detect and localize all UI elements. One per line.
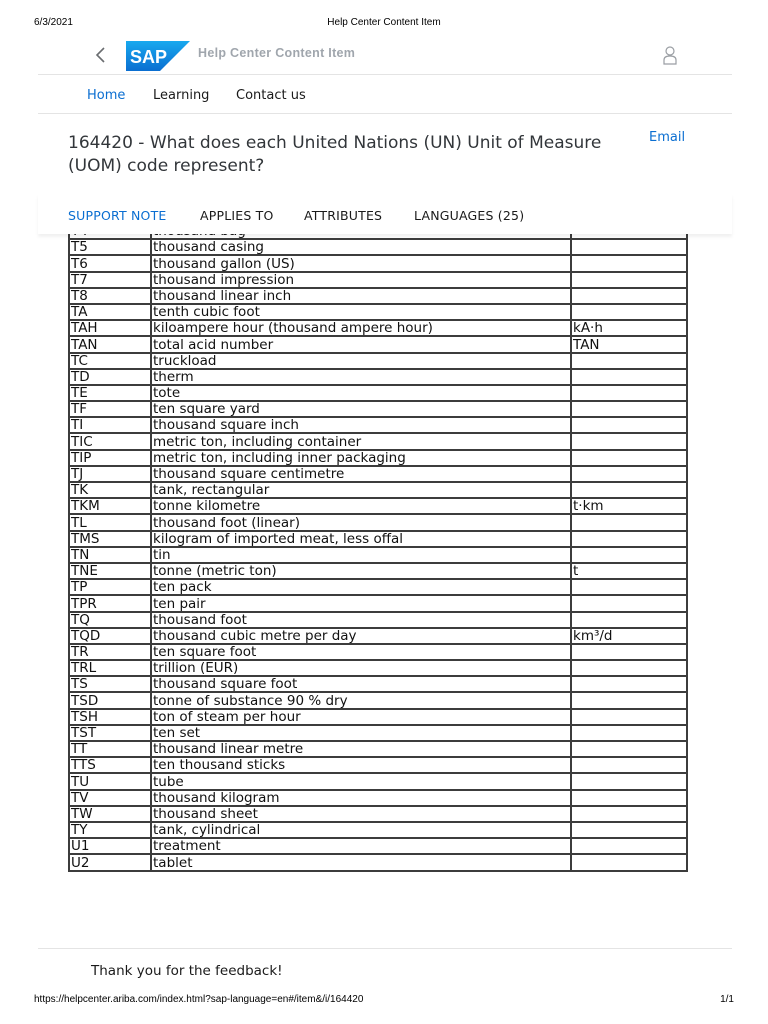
uom-description: thousand foot — [151, 612, 571, 628]
uom-symbol — [571, 660, 687, 676]
nav-home[interactable]: Home — [87, 88, 126, 103]
table-row — [69, 401, 687, 417]
uom-code: TV — [69, 790, 151, 806]
uom-description: thousand square centimetre — [151, 466, 571, 482]
uom-symbol — [571, 725, 687, 741]
uom-symbol — [571, 790, 687, 806]
table-row — [69, 304, 687, 320]
tab-applies-to[interactable]: APPLIES TO — [200, 208, 274, 223]
table-row — [69, 288, 687, 304]
print-page-number: 1/1 — [720, 994, 734, 1005]
table-row — [69, 579, 687, 595]
uom-code: TF — [69, 401, 151, 417]
uom-description: thousand gallon (US) — [151, 255, 571, 271]
uom-description: thousand cubic metre per day — [151, 628, 571, 644]
uom-code: TJ — [69, 466, 151, 482]
uom-code: TSH — [69, 709, 151, 725]
print-header — [0, 0, 768, 36]
uom-description: thousand kilogram — [151, 790, 571, 806]
uom-description: treatment — [151, 838, 571, 854]
print-title: Help Center Content Item — [327, 17, 441, 28]
uom-symbol — [571, 514, 687, 530]
uom-symbol — [571, 806, 687, 822]
table-row — [69, 773, 687, 789]
uom-code: TKM — [69, 498, 151, 514]
nav-contact-us[interactable]: Contact us — [236, 88, 306, 103]
uom-description: ten square foot — [151, 644, 571, 660]
tab-languages[interactable]: LANGUAGES (25) — [414, 208, 525, 223]
uom-symbol — [571, 385, 687, 401]
uom-code: U1 — [69, 838, 151, 854]
print-date: 6/3/2021 — [34, 17, 73, 28]
uom-code: T8 — [69, 288, 151, 304]
uom-description: tonne of substance 90 % dry — [151, 692, 571, 708]
uom-symbol — [571, 741, 687, 757]
uom-symbol: kA·h — [571, 320, 687, 336]
app-frame — [38, 36, 732, 954]
table-row — [69, 369, 687, 385]
nav-learning[interactable]: Learning — [153, 88, 210, 103]
uom-symbol — [571, 304, 687, 320]
table-row — [69, 854, 687, 870]
uom-code: TTS — [69, 757, 151, 773]
table-row — [69, 320, 687, 336]
uom-symbol — [571, 433, 687, 449]
uom-symbol — [571, 676, 687, 692]
uom-symbol: km³/d — [571, 628, 687, 644]
table-row — [69, 838, 687, 854]
uom-code: TI — [69, 417, 151, 433]
uom-symbol — [571, 466, 687, 482]
uom-symbol — [571, 353, 687, 369]
uom-code: TT — [69, 741, 151, 757]
uom-code: TPR — [69, 595, 151, 611]
uom-description: ten pack — [151, 579, 571, 595]
uom-code: TP — [69, 579, 151, 595]
uom-code: TNE — [69, 563, 151, 579]
table-row — [69, 612, 687, 628]
uom-description: kiloampere hour (thousand ampere hour) — [151, 320, 571, 336]
uom-symbol — [571, 255, 687, 271]
table-row — [69, 660, 687, 676]
uom-code: TA — [69, 304, 151, 320]
uom-code: TAH — [69, 320, 151, 336]
tab-attributes[interactable]: ATTRIBUTES — [304, 208, 383, 223]
uom-description: ton of steam per hour — [151, 709, 571, 725]
uom-code: TU — [69, 773, 151, 789]
uom-description: ten square yard — [151, 401, 571, 417]
uom-description: ten set — [151, 725, 571, 741]
uom-symbol — [571, 709, 687, 725]
table-row — [69, 385, 687, 401]
uom-description: tonne (metric ton) — [151, 563, 571, 579]
uom-code: TSD — [69, 692, 151, 708]
uom-description: thousand linear inch — [151, 288, 571, 304]
uom-description: thousand linear metre — [151, 741, 571, 757]
uom-symbol: t — [571, 563, 687, 579]
table-row — [69, 272, 687, 288]
table-row — [69, 757, 687, 773]
uom-description: tank, cylindrical — [151, 822, 571, 838]
uom-code: TK — [69, 482, 151, 498]
print-footer — [0, 990, 768, 1024]
logo-text: SAP — [130, 47, 168, 67]
uom-code: TC — [69, 353, 151, 369]
table-row — [69, 336, 687, 352]
content-divider — [38, 948, 732, 949]
table-row — [69, 531, 687, 547]
uom-symbol — [571, 579, 687, 595]
uom-symbol — [571, 288, 687, 304]
table-row — [69, 498, 687, 514]
table-row — [69, 676, 687, 692]
uom-symbol — [571, 272, 687, 288]
uom-description: ten thousand sticks — [151, 757, 571, 773]
table-row — [69, 255, 687, 271]
uom-description: thousand casing — [151, 239, 571, 255]
table-row — [69, 790, 687, 806]
uom-description: metric ton, including container — [151, 433, 571, 449]
table-row — [69, 644, 687, 660]
uom-code: TRL — [69, 660, 151, 676]
table-row — [69, 450, 687, 466]
uom-description: thousand sheet — [151, 806, 571, 822]
uom-symbol — [571, 239, 687, 255]
uom-symbol — [571, 547, 687, 563]
uom-description: thousand square foot — [151, 676, 571, 692]
uom-code: T6 — [69, 255, 151, 271]
uom-code: TAN — [69, 336, 151, 352]
content-tabs — [38, 194, 732, 234]
uom-description: tank, rectangular — [151, 482, 571, 498]
table-row — [69, 595, 687, 611]
uom-code: TY — [69, 822, 151, 838]
uom-description: tenth cubic foot — [151, 304, 571, 320]
uom-code: TW — [69, 806, 151, 822]
table-row — [69, 725, 687, 741]
uom-description: tin — [151, 547, 571, 563]
feedback-message: Thank you for the feedback! — [91, 963, 283, 979]
uom-description: thousand foot (linear) — [151, 514, 571, 530]
uom-code: TD — [69, 369, 151, 385]
table-row — [69, 741, 687, 757]
uom-symbol — [571, 644, 687, 660]
uom-symbol — [571, 612, 687, 628]
table-row — [69, 239, 687, 255]
uom-description: tube — [151, 773, 571, 789]
uom-symbol — [571, 854, 687, 870]
uom-code: TL — [69, 514, 151, 530]
uom-description: tote — [151, 385, 571, 401]
uom-description: truckload — [151, 353, 571, 369]
table-row — [69, 822, 687, 838]
uom-description: thousand square inch — [151, 417, 571, 433]
uom-description: tablet — [151, 854, 571, 870]
uom-description: trillion (EUR) — [151, 660, 571, 676]
uom-symbol: t·km — [571, 498, 687, 514]
uom-description: metric ton, including inner packaging — [151, 450, 571, 466]
top-navigation — [38, 75, 732, 114]
support-note-content[interactable] — [38, 234, 732, 948]
uom-symbol — [571, 692, 687, 708]
uom-table — [68, 222, 688, 872]
uom-description: thousand impression — [151, 272, 571, 288]
uom-symbol: TAN — [571, 336, 687, 352]
table-row — [69, 563, 687, 579]
uom-symbol — [571, 822, 687, 838]
table-row — [69, 547, 687, 563]
uom-symbol — [571, 401, 687, 417]
uom-symbol — [571, 595, 687, 611]
uom-description: ten pair — [151, 595, 571, 611]
email-link[interactable]: Email — [649, 130, 686, 145]
uom-description: kilogram of imported meat, less offal — [151, 531, 571, 547]
uom-code: TIC — [69, 433, 151, 449]
table-row — [69, 806, 687, 822]
uom-description: tonne kilometre — [151, 498, 571, 514]
tab-support-note[interactable]: SUPPORT NOTE — [68, 208, 167, 223]
uom-description: total acid number — [151, 336, 571, 352]
uom-code: T7 — [69, 272, 151, 288]
uom-code: TQD — [69, 628, 151, 644]
table-row — [69, 709, 687, 725]
sap-logo[interactable] — [126, 41, 190, 71]
table-row — [69, 466, 687, 482]
table-row — [69, 353, 687, 369]
uom-code: TS — [69, 676, 151, 692]
uom-symbol — [571, 773, 687, 789]
table-row — [69, 514, 687, 530]
uom-symbol — [571, 417, 687, 433]
uom-symbol — [571, 531, 687, 547]
user-icon[interactable] — [660, 44, 680, 66]
uom-code: U2 — [69, 854, 151, 870]
uom-code: TE — [69, 385, 151, 401]
uom-code: TR — [69, 644, 151, 660]
app-title: Help Center Content Item — [198, 46, 356, 60]
uom-code: TST — [69, 725, 151, 741]
table-row — [69, 692, 687, 708]
uom-code: TMS — [69, 531, 151, 547]
uom-code: TIP — [69, 450, 151, 466]
table-row — [69, 628, 687, 644]
uom-symbol — [571, 482, 687, 498]
table-row — [69, 433, 687, 449]
uom-description: therm — [151, 369, 571, 385]
uom-symbol — [571, 450, 687, 466]
table-row — [69, 482, 687, 498]
uom-symbol — [571, 369, 687, 385]
uom-code: TQ — [69, 612, 151, 628]
table-row — [69, 417, 687, 433]
shell-bar — [38, 36, 732, 75]
uom-symbol — [571, 838, 687, 854]
uom-symbol — [571, 757, 687, 773]
print-url: https://helpcenter.ariba.com/index.html?sap-language=en#/item&/i/164420 — [34, 994, 364, 1005]
uom-code: TN — [69, 547, 151, 563]
article-title: 164420 - What does each United Nations (UN) Unit of Measure (UOM) code represent? — [68, 133, 602, 176]
uom-code: T5 — [69, 239, 151, 255]
back-arrow-icon[interactable] — [90, 44, 112, 66]
